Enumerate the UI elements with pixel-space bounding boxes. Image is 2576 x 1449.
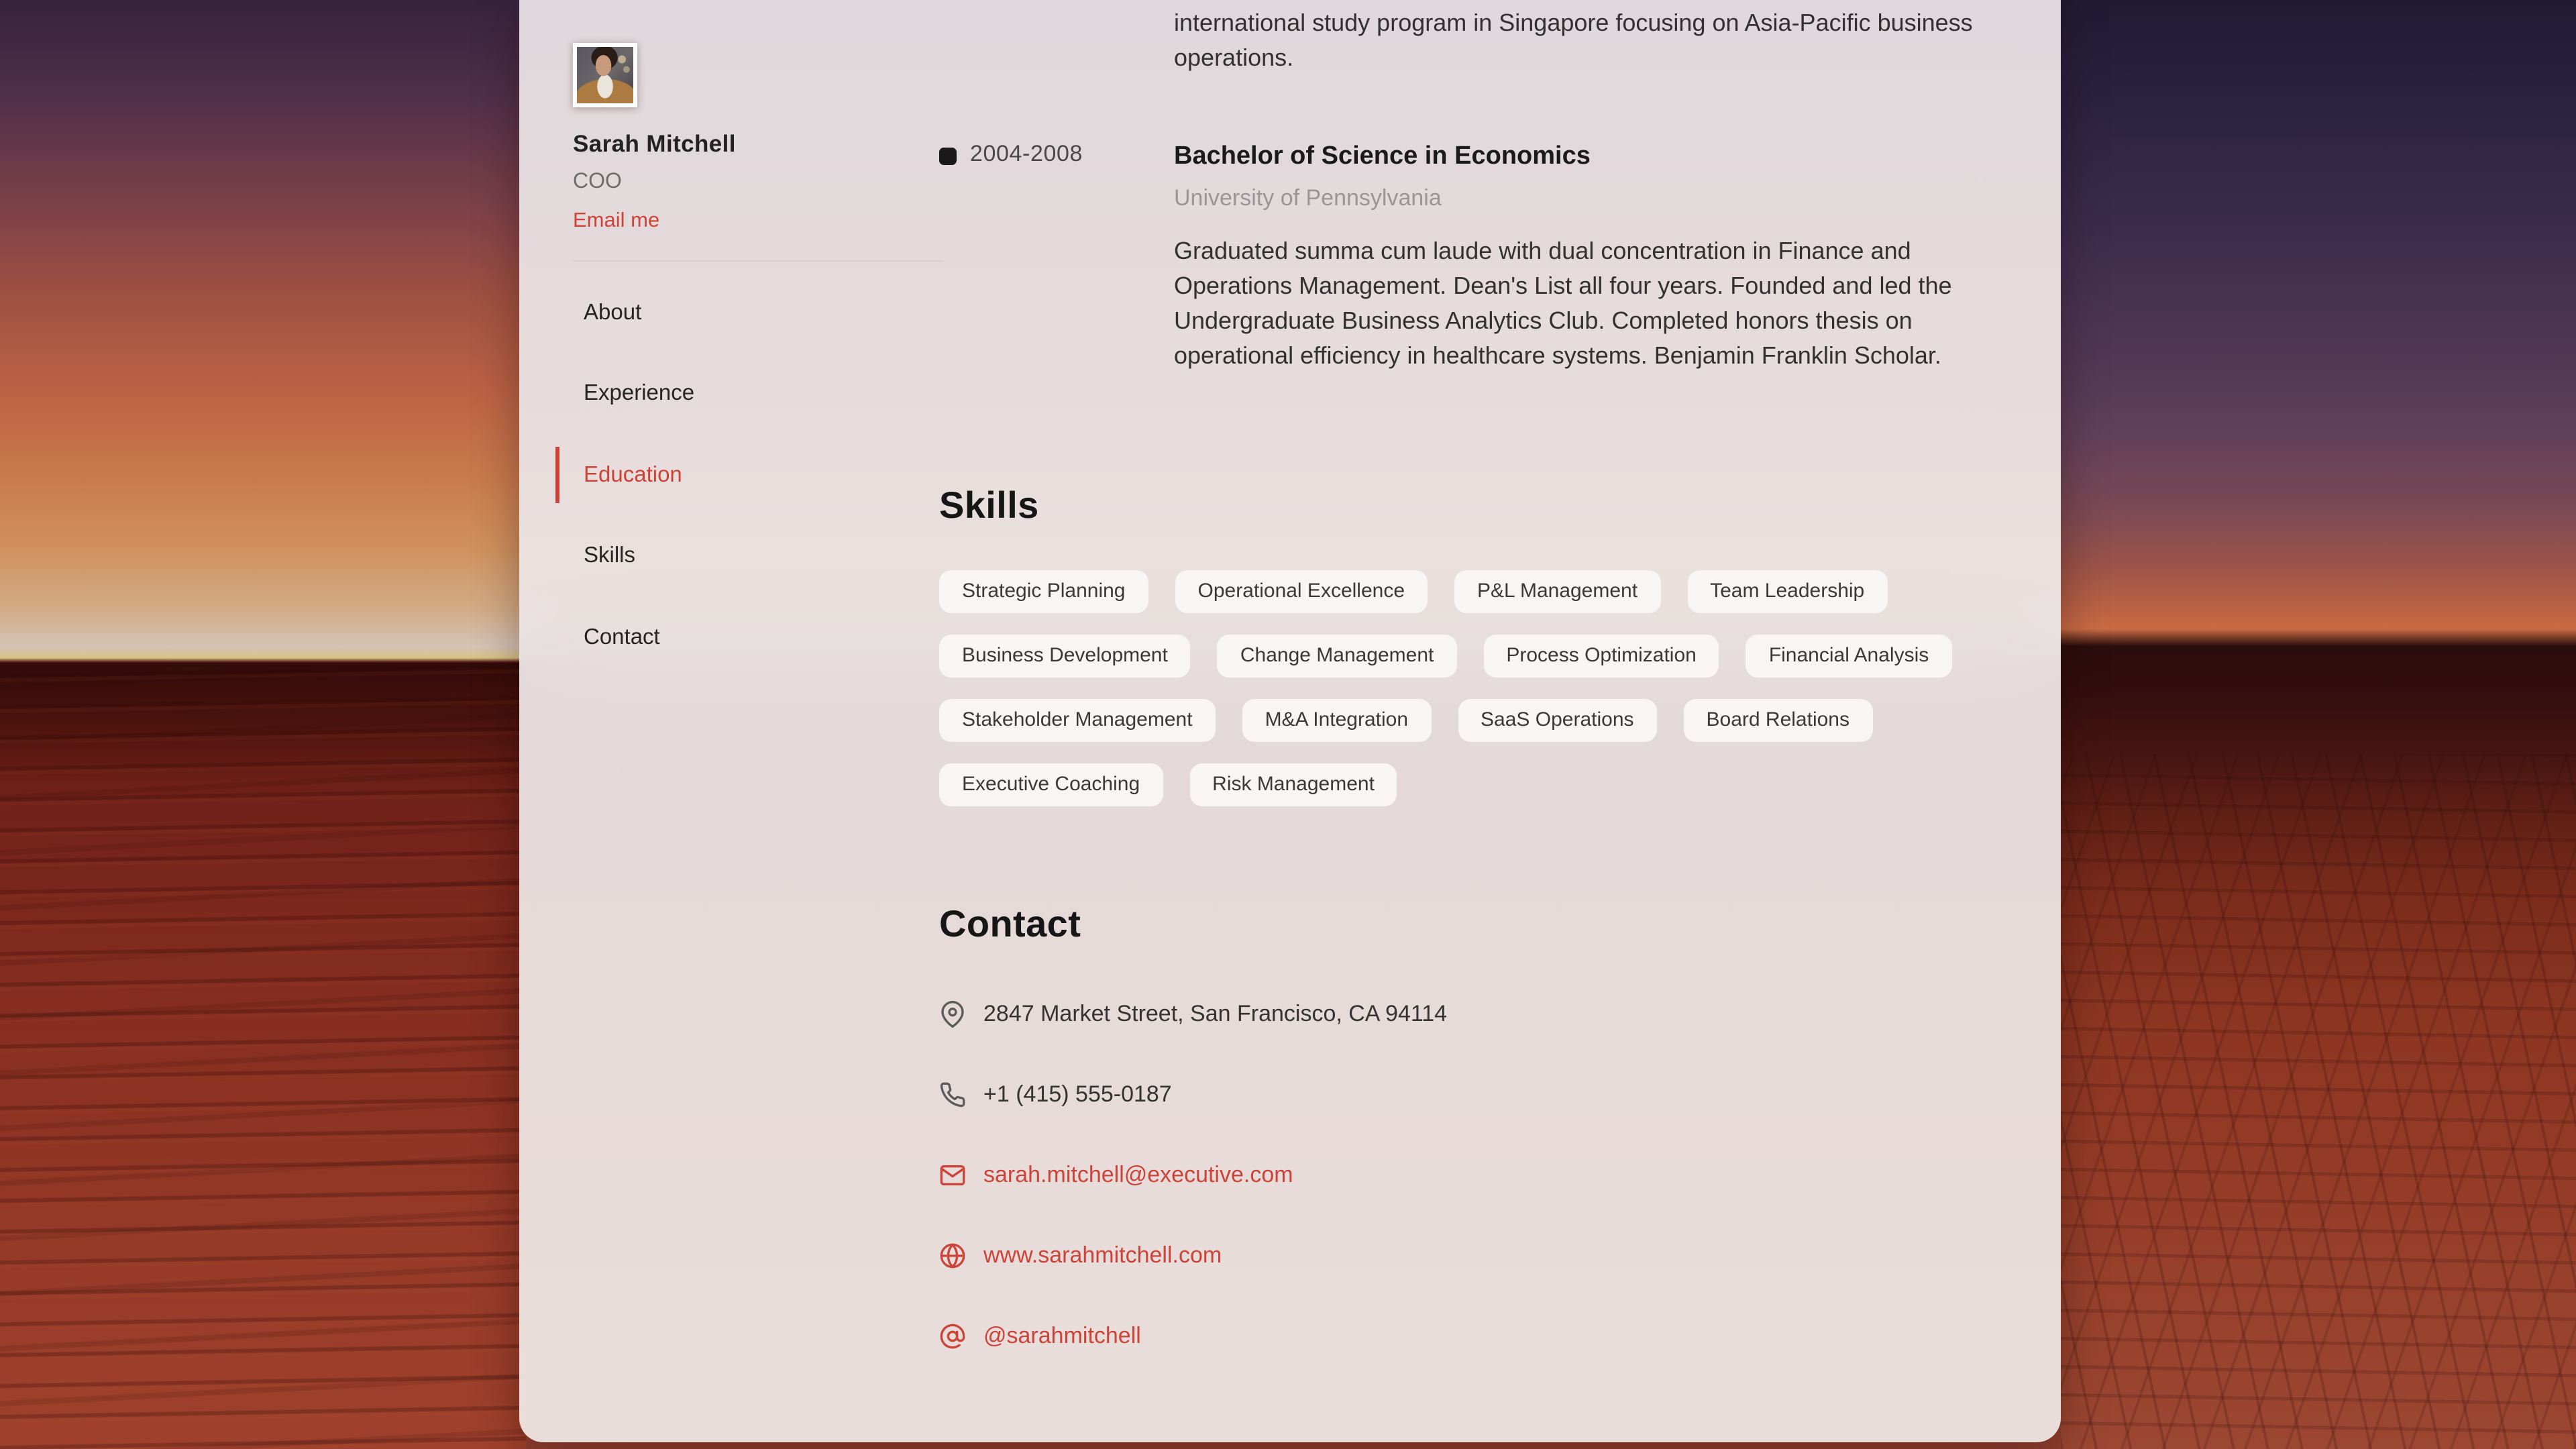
email-me-link[interactable]: Email me xyxy=(573,209,660,232)
skill-pill: P&L Management xyxy=(1454,570,1660,613)
skills-row xyxy=(939,635,2012,678)
globe-icon xyxy=(939,1242,966,1269)
avatar-photo xyxy=(577,47,633,103)
skill-pill: Operational Excellence xyxy=(1175,570,1428,613)
education-period: 2004-2008 xyxy=(970,141,1083,166)
contact-item-address xyxy=(939,994,2012,1034)
skill-pill: M&A Integration xyxy=(1242,699,1431,742)
skills-heading: Skills xyxy=(939,484,1039,526)
wallpaper-desert-left xyxy=(0,0,526,1449)
skill-pill: Board Relations xyxy=(1684,699,1872,742)
contact-item-website[interactable] xyxy=(939,1236,2012,1276)
education-entry-description-partial: international study program in Singapore focusing on Asia-Pacific business operations. xyxy=(1174,9,1973,71)
skill-pill: Executive Coaching xyxy=(939,763,1163,806)
contact-email-link[interactable]: sarah.mitchell@executive.com xyxy=(983,1162,1293,1187)
sidebar-item-label: Education xyxy=(584,462,682,487)
sidebar-item-skills[interactable] xyxy=(573,516,949,597)
skills-section xyxy=(939,483,2012,806)
mail-icon xyxy=(939,1162,966,1189)
sidebar-item-label: Experience xyxy=(584,381,695,406)
sidebar xyxy=(573,0,949,678)
skill-pill: Change Management xyxy=(1218,635,1457,678)
sidebar-item-contact[interactable] xyxy=(573,597,949,678)
sidebar-item-label: Skills xyxy=(584,543,636,568)
at-sign-icon xyxy=(939,1323,966,1350)
contact-heading: Contact xyxy=(939,903,1081,945)
resume-panel xyxy=(519,0,2061,1442)
skill-pill: Strategic Planning xyxy=(939,570,1148,613)
skills-row xyxy=(939,570,2012,613)
skill-pill: Stakeholder Management xyxy=(939,699,1216,742)
skill-pill: Financial Analysis xyxy=(1746,635,1951,678)
active-indicator-bar xyxy=(555,447,559,504)
phone-icon xyxy=(939,1081,966,1108)
education-entry-body xyxy=(1174,141,1972,373)
timeline-marker xyxy=(939,141,1174,373)
sand-ripples-left xyxy=(0,663,526,1449)
contact-item-phone xyxy=(939,1075,2012,1115)
avatar xyxy=(573,43,637,107)
education-school: University of Pennsylvania xyxy=(1174,185,1442,211)
map-pin-icon xyxy=(939,1001,966,1028)
sidebar-item-label: Contact xyxy=(584,625,660,649)
contact-item-social[interactable] xyxy=(939,1316,2012,1356)
profile-name: Sarah Mitchell xyxy=(573,130,736,157)
education-entry xyxy=(939,141,2012,373)
sidebar-item-about[interactable] xyxy=(573,272,949,354)
skill-pill: Team Leadership xyxy=(1687,570,1887,613)
skills-row xyxy=(939,763,2012,806)
sidebar-item-education[interactable] xyxy=(573,435,949,516)
skill-pill: Business Development xyxy=(939,635,1191,678)
main-content xyxy=(939,0,2012,1356)
skills-row xyxy=(939,699,2012,742)
contact-social-link[interactable]: @sarahmitchell xyxy=(983,1323,1141,1348)
sidebar-item-experience[interactable] xyxy=(573,354,949,435)
profile-role: COO xyxy=(573,170,622,193)
contact-website-link[interactable]: www.sarahmitchell.com xyxy=(983,1242,1222,1268)
timeline-bullet-icon xyxy=(939,148,957,165)
education-degree: Bachelor of Science in Economics xyxy=(1174,142,1591,170)
education-description: Graduated summa cum laude with dual concentration in Finance and Operations Management. Dean's List all four years. Founded and led the Undergraduate Business Analytics Club. Completed honors thesis on operational efficiency in healthcare systems. Benjamin Franklin Scholar. xyxy=(1174,237,1952,369)
contact-address-text: 2847 Market Street, San Francisco, CA 94114 xyxy=(983,1001,1448,1026)
wallpaper-desert-right xyxy=(2061,0,2576,1449)
skill-pill: Process Optimization xyxy=(1483,635,1719,678)
contact-section xyxy=(939,902,2012,1356)
sand-ripples-right xyxy=(2061,753,2576,1449)
sidebar-nav xyxy=(573,272,949,678)
sidebar-divider xyxy=(573,260,943,262)
skill-pill: SaaS Operations xyxy=(1458,699,1657,742)
contact-phone-text: +1 (415) 555-0187 xyxy=(983,1081,1172,1107)
contact-item-email[interactable] xyxy=(939,1155,2012,1195)
skill-pill: Risk Management xyxy=(1189,763,1397,806)
sidebar-item-label: About xyxy=(584,300,642,325)
